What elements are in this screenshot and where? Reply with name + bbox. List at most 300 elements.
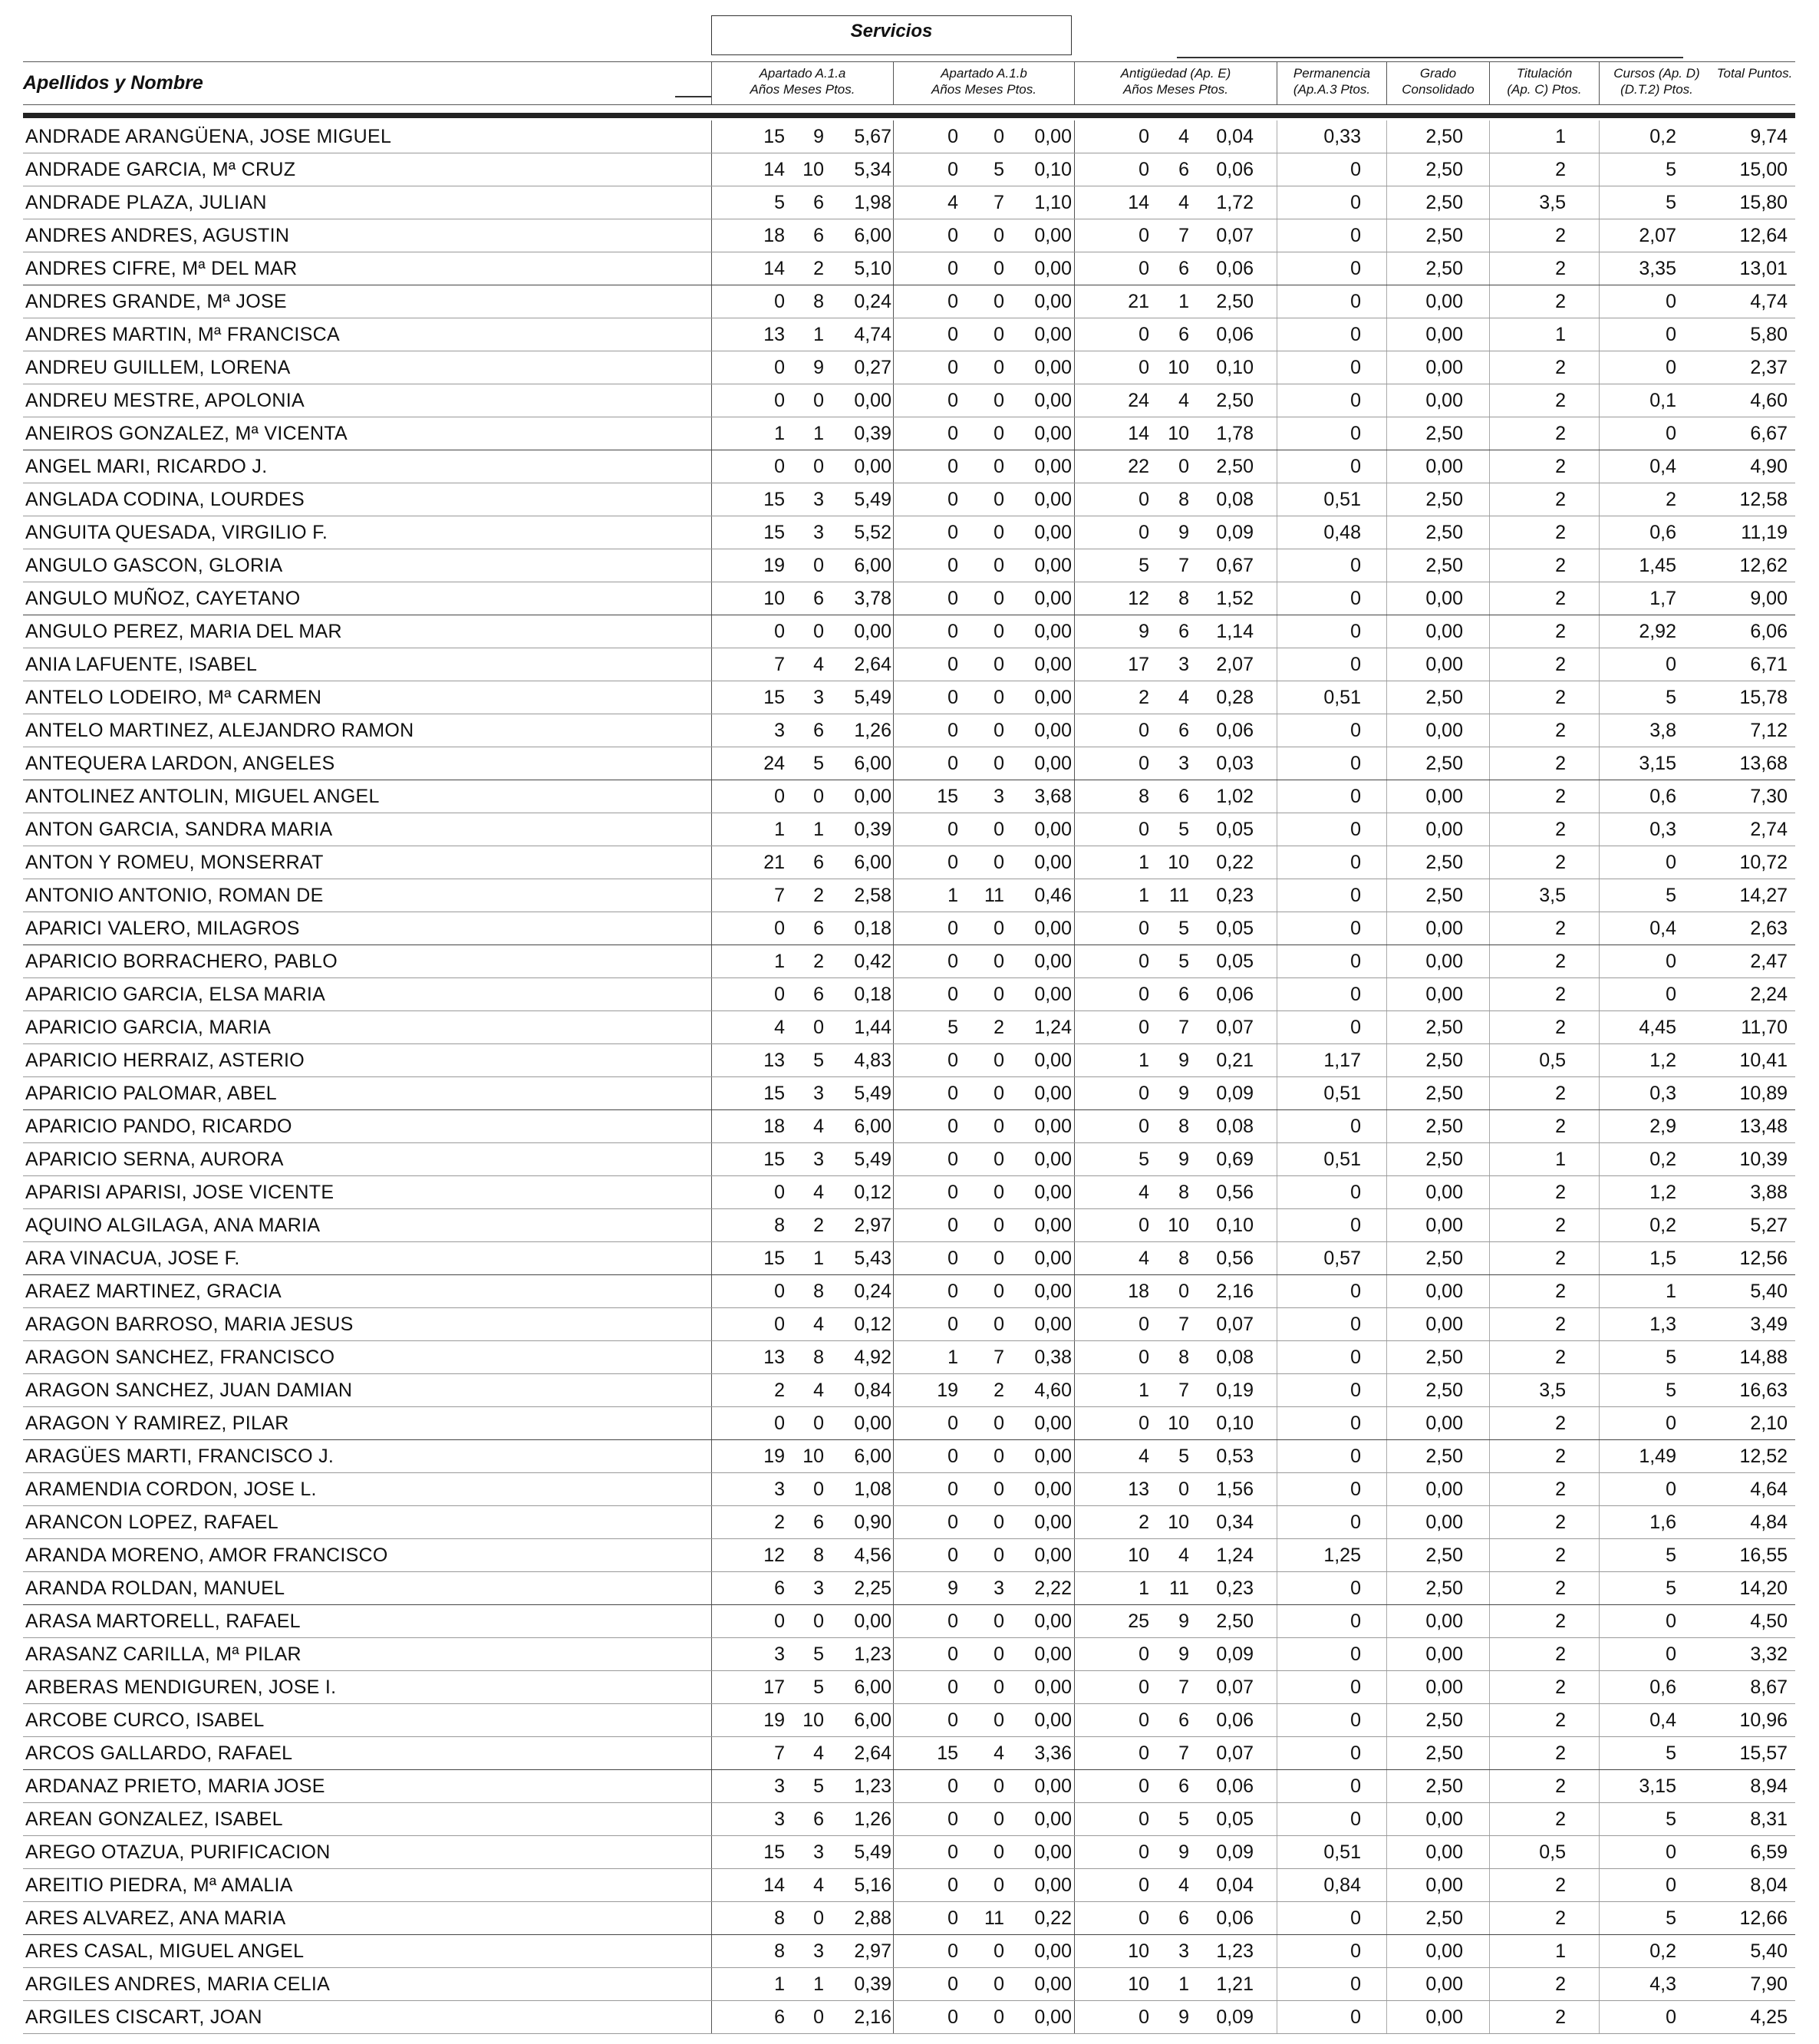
cell-value: 0 bbox=[1139, 357, 1149, 378]
column-divider bbox=[893, 450, 894, 483]
column-divider bbox=[1074, 879, 1075, 912]
table-row bbox=[23, 1407, 1795, 1440]
cell-value: 1 bbox=[1555, 1149, 1566, 1170]
cell-value: 0 bbox=[1666, 1479, 1676, 1500]
column-divider bbox=[1599, 1737, 1600, 1769]
cell-value: 4,50 bbox=[1750, 1610, 1788, 1632]
cell-value: 0 bbox=[813, 456, 824, 477]
table-row bbox=[23, 945, 1795, 978]
cell-value: 0,4 bbox=[1649, 1709, 1676, 1731]
column-divider bbox=[711, 1902, 712, 1934]
cell-value: 0,07 bbox=[1216, 1017, 1254, 1038]
cell-value: 6 bbox=[1178, 258, 1189, 279]
cell-value: 2 bbox=[813, 1215, 824, 1236]
column-divider bbox=[1489, 1539, 1490, 1571]
cell-value: 12,66 bbox=[1739, 1907, 1788, 1929]
cell-value: 6,00 bbox=[854, 555, 891, 576]
header-overline bbox=[1177, 57, 1683, 58]
cell-value: 6 bbox=[1178, 1907, 1189, 1929]
cell-value: 0 bbox=[994, 126, 1004, 147]
cell-value: 7 bbox=[1178, 1314, 1189, 1335]
cell-value: 5,40 bbox=[1750, 1940, 1788, 1962]
applicant-name: APARICIO PALOMAR, ABEL bbox=[25, 1083, 277, 1104]
cell-value: 0,67 bbox=[1216, 555, 1254, 576]
cell-value: 0 bbox=[947, 1215, 958, 1236]
cell-value: 0,00 bbox=[1034, 1775, 1072, 1797]
cell-value: 0,00 bbox=[1425, 1215, 1463, 1236]
column-divider bbox=[893, 714, 894, 747]
cell-value: 9 bbox=[1178, 1083, 1189, 1104]
cell-value: 0,00 bbox=[1034, 1841, 1072, 1863]
cell-value: 0,10 bbox=[1216, 1215, 1254, 1236]
cell-value: 0 bbox=[994, 1149, 1004, 1170]
cell-value: 4,92 bbox=[854, 1347, 891, 1368]
cell-value: 0,39 bbox=[854, 1973, 891, 1995]
cell-value: 10 bbox=[1128, 1545, 1149, 1566]
cell-value: 9 bbox=[947, 1578, 958, 1599]
cell-value: 3 bbox=[994, 1578, 1004, 1599]
cell-value: 0,00 bbox=[1425, 984, 1463, 1005]
cell-value: 2 bbox=[1555, 753, 1566, 774]
column-divider bbox=[711, 549, 712, 582]
cell-value: 0 bbox=[1350, 1347, 1361, 1368]
column-divider bbox=[893, 1836, 894, 1868]
cell-value: 5 bbox=[1666, 159, 1676, 180]
cell-value: 5,80 bbox=[1750, 324, 1788, 345]
cell-value: 10,89 bbox=[1739, 1083, 1788, 1104]
column-divider bbox=[1489, 1935, 1490, 1967]
cell-value: 0,00 bbox=[1034, 291, 1072, 312]
cell-value: 3 bbox=[813, 1149, 824, 1170]
table-row bbox=[23, 351, 1795, 384]
cell-value: 0 bbox=[994, 1314, 1004, 1335]
cell-value: 4 bbox=[1178, 687, 1189, 708]
cell-value: 0 bbox=[1350, 192, 1361, 213]
cell-value: 2,64 bbox=[854, 1742, 891, 1764]
column-divider bbox=[711, 780, 712, 813]
cell-value: 2 bbox=[1555, 1413, 1566, 1434]
cell-value: 0,00 bbox=[1034, 720, 1072, 741]
column-divider bbox=[711, 1572, 712, 1604]
cell-value: 0,00 bbox=[1034, 654, 1072, 675]
cell-value: 2 bbox=[1555, 390, 1566, 411]
column-divider bbox=[1074, 483, 1075, 516]
cell-value: 0 bbox=[813, 1907, 824, 1929]
cell-value: 0,00 bbox=[1425, 2006, 1463, 2028]
cell-value: 0 bbox=[994, 1281, 1004, 1302]
cell-value: 11,70 bbox=[1741, 1017, 1788, 1038]
cell-value: 0 bbox=[1139, 1215, 1149, 1236]
cell-value: 18 bbox=[763, 225, 785, 246]
cell-value: 2,37 bbox=[1750, 357, 1788, 378]
applicant-name: ARAGON SANCHEZ, JUAN DAMIAN bbox=[25, 1380, 353, 1401]
cell-value: 5 bbox=[1139, 1149, 1149, 1170]
column-divider bbox=[1386, 1968, 1387, 2000]
cell-value: 2 bbox=[1555, 819, 1566, 840]
cell-value: 1 bbox=[1555, 126, 1566, 147]
column-divider bbox=[1386, 1539, 1387, 1571]
table-row bbox=[23, 615, 1795, 648]
cell-value: 0 bbox=[947, 1413, 958, 1434]
cell-value: 5 bbox=[1139, 555, 1149, 576]
cell-value: 0 bbox=[1666, 324, 1676, 345]
cell-value: 0,09 bbox=[1216, 1083, 1254, 1104]
cell-value: 4,83 bbox=[854, 1050, 891, 1071]
cell-value: 1,78 bbox=[1216, 423, 1254, 444]
table-row bbox=[23, 219, 1795, 252]
cell-value: 0,00 bbox=[1425, 720, 1463, 741]
cell-value: 1,24 bbox=[1216, 1545, 1254, 1566]
cell-value: 17 bbox=[763, 1676, 785, 1698]
cell-value: 0,08 bbox=[1216, 1116, 1254, 1137]
cell-value: 1,49 bbox=[1639, 1446, 1676, 1467]
cell-value: 8 bbox=[1178, 489, 1189, 510]
column-divider bbox=[711, 1704, 712, 1736]
cell-value: 2,9 bbox=[1649, 1116, 1676, 1137]
cell-value: 19 bbox=[763, 555, 785, 576]
cell-value: 5,49 bbox=[854, 1149, 891, 1170]
cell-value: 0 bbox=[994, 489, 1004, 510]
applicant-name: ARES CASAL, MIGUEL ANGEL bbox=[25, 1940, 305, 1962]
cell-value: 3 bbox=[1178, 753, 1189, 774]
column-divider bbox=[1386, 1440, 1387, 1472]
column-divider bbox=[893, 186, 894, 219]
cell-value: 0 bbox=[994, 1182, 1004, 1203]
applicant-name: ANDRADE GARCIA, Mª CRUZ bbox=[25, 159, 296, 180]
cell-value: 0,12 bbox=[854, 1182, 891, 1203]
column-divider bbox=[893, 1143, 894, 1175]
cell-value: 2,50 bbox=[1425, 753, 1463, 774]
header-separator bbox=[23, 113, 1795, 118]
column-divider bbox=[893, 1902, 894, 1934]
column-divider bbox=[1489, 1176, 1490, 1208]
column-divider bbox=[893, 1605, 894, 1637]
cell-value: 2,50 bbox=[1425, 1248, 1463, 1269]
cell-value: 2 bbox=[1555, 1545, 1566, 1566]
cell-value: 2,50 bbox=[1425, 489, 1463, 510]
column-divider bbox=[711, 978, 712, 1010]
cell-value: 15,57 bbox=[1739, 1742, 1788, 1764]
cell-value: 1,08 bbox=[854, 1479, 891, 1500]
column-divider bbox=[1074, 1572, 1075, 1604]
cell-value: 2,50 bbox=[1425, 1380, 1463, 1401]
servicios-group-header: Servicios bbox=[711, 15, 1072, 55]
table-row bbox=[23, 1803, 1795, 1836]
column-divider bbox=[1489, 285, 1490, 318]
column-divider bbox=[1489, 1968, 1490, 2000]
cell-value: 0,00 bbox=[1425, 819, 1463, 840]
cell-value: 0 bbox=[994, 1775, 1004, 1797]
column-divider bbox=[1386, 2001, 1387, 2033]
applicant-name: APARICIO PANDO, RICARDO bbox=[25, 1116, 292, 1137]
cell-value: 0,00 bbox=[1034, 1083, 1072, 1104]
cell-value: 3 bbox=[813, 489, 824, 510]
column-divider bbox=[1074, 648, 1075, 681]
cell-value: 2 bbox=[1555, 720, 1566, 741]
cell-value: 2,50 bbox=[1425, 1709, 1463, 1731]
cell-value: 0 bbox=[994, 1446, 1004, 1467]
cell-value: 0 bbox=[1350, 852, 1361, 873]
cell-value: 0 bbox=[947, 1545, 958, 1566]
table-row bbox=[23, 1704, 1795, 1737]
column-divider bbox=[711, 219, 712, 252]
cell-value: 0,00 bbox=[1425, 1182, 1463, 1203]
cell-value: 0 bbox=[774, 786, 785, 807]
column-divider bbox=[1489, 615, 1490, 648]
cell-value: 10 bbox=[763, 588, 785, 609]
table-row bbox=[23, 285, 1795, 318]
cell-value: 0,00 bbox=[854, 621, 891, 642]
cell-value: 0 bbox=[774, 621, 785, 642]
column-divider bbox=[893, 516, 894, 549]
cell-value: 0,00 bbox=[1034, 588, 1072, 609]
column-divider bbox=[711, 582, 712, 615]
column-divider bbox=[711, 450, 712, 483]
cell-value: 2 bbox=[1555, 489, 1566, 510]
table-row bbox=[23, 1341, 1795, 1374]
cell-value: 0 bbox=[947, 522, 958, 543]
cell-value: 0,00 bbox=[1425, 1643, 1463, 1665]
column-divider bbox=[1489, 582, 1490, 615]
cell-value: 1,23 bbox=[1216, 1940, 1254, 1962]
cell-value: 2 bbox=[813, 951, 824, 972]
cell-value: 2,10 bbox=[1750, 1413, 1788, 1434]
column-divider bbox=[1386, 1209, 1387, 1241]
cell-value: 0 bbox=[947, 1314, 958, 1335]
table-row bbox=[23, 1242, 1795, 1275]
cell-value: 6 bbox=[1178, 621, 1189, 642]
column-divider bbox=[1386, 1044, 1387, 1076]
cell-value: 0,07 bbox=[1216, 1742, 1254, 1764]
cell-value: 0 bbox=[1139, 753, 1149, 774]
cell-value: 2 bbox=[1555, 357, 1566, 378]
cell-value: 0,00 bbox=[1034, 1248, 1072, 1269]
cell-value: 0,08 bbox=[1216, 489, 1254, 510]
column-divider bbox=[711, 1044, 712, 1076]
cell-value: 6 bbox=[774, 2006, 785, 2028]
column-divider bbox=[1386, 615, 1387, 648]
column-divider bbox=[1489, 1275, 1490, 1307]
cell-value: 3,88 bbox=[1750, 1182, 1788, 1203]
cell-value: 0 bbox=[1350, 2006, 1361, 2028]
cell-value: 0 bbox=[1350, 324, 1361, 345]
cell-value: 0 bbox=[1350, 720, 1361, 741]
cell-value: 5 bbox=[1178, 918, 1189, 939]
cell-value: 2 bbox=[1555, 258, 1566, 279]
column-divider bbox=[1599, 318, 1600, 351]
cell-value: 0 bbox=[1350, 1709, 1361, 1731]
column-divider bbox=[893, 417, 894, 450]
column-divider bbox=[1386, 1308, 1387, 1340]
column-divider bbox=[1386, 1638, 1387, 1670]
column-header-line: Total Puntos. bbox=[1716, 66, 1793, 81]
cell-value: 4,60 bbox=[1034, 1380, 1072, 1401]
table-row bbox=[23, 846, 1795, 879]
cell-value: 8 bbox=[1139, 786, 1149, 807]
cell-value: 0 bbox=[947, 588, 958, 609]
cell-value: 0 bbox=[1350, 1742, 1361, 1764]
cell-value: 2 bbox=[1555, 423, 1566, 444]
cell-value: 8 bbox=[1178, 1248, 1189, 1269]
cell-value: 12,62 bbox=[1739, 555, 1788, 576]
cell-value: 7 bbox=[994, 192, 1004, 213]
cell-value: 0,00 bbox=[1425, 1610, 1463, 1632]
cell-value: 0,00 bbox=[854, 1610, 891, 1632]
column-divider bbox=[1489, 780, 1490, 813]
table-row bbox=[23, 252, 1795, 285]
cell-value: 2 bbox=[1555, 852, 1566, 873]
cell-value: 0 bbox=[994, 753, 1004, 774]
cell-value: 3,49 bbox=[1750, 1314, 1788, 1335]
column-divider bbox=[1074, 219, 1075, 252]
cell-value: 0,00 bbox=[1425, 357, 1463, 378]
cell-value: 0 bbox=[1139, 1808, 1149, 1830]
column-divider bbox=[1599, 2001, 1600, 2033]
applicant-name: ANTELO LODEIRO, Mª CARMEN bbox=[25, 687, 322, 708]
cell-value: 0,00 bbox=[1425, 291, 1463, 312]
cell-value: 0 bbox=[947, 1281, 958, 1302]
cell-value: 0 bbox=[1139, 324, 1149, 345]
column-divider bbox=[711, 1869, 712, 1901]
cell-value: 0 bbox=[994, 1116, 1004, 1137]
column-header bbox=[1074, 62, 1277, 104]
cell-value: 0,21 bbox=[1216, 1050, 1254, 1071]
cell-value: 0 bbox=[1350, 423, 1361, 444]
column-divider bbox=[1386, 1077, 1387, 1109]
cell-value: 0 bbox=[1139, 720, 1149, 741]
column-divider bbox=[711, 516, 712, 549]
column-divider bbox=[893, 483, 894, 516]
column-divider bbox=[1386, 1869, 1387, 1901]
cell-value: 1,26 bbox=[854, 720, 891, 741]
column-divider bbox=[893, 1506, 894, 1538]
column-divider bbox=[711, 1836, 712, 1868]
cell-value: 13,48 bbox=[1739, 1116, 1788, 1137]
applicant-name: ARANDA MORENO, AMOR FRANCISCO bbox=[25, 1545, 388, 1566]
applicant-name: ANDRES MARTIN, Mª FRANCISCA bbox=[25, 324, 340, 345]
cell-value: 0 bbox=[947, 621, 958, 642]
column-divider bbox=[1489, 1803, 1490, 1835]
table-row bbox=[23, 1770, 1795, 1803]
table-row bbox=[23, 450, 1795, 483]
cell-value: 0 bbox=[947, 654, 958, 675]
cell-value: 0,00 bbox=[1034, 258, 1072, 279]
cell-value: 0 bbox=[1139, 1413, 1149, 1434]
column-divider bbox=[1489, 1638, 1490, 1670]
cell-value: 0,00 bbox=[1034, 1874, 1072, 1896]
column-divider bbox=[1599, 1638, 1600, 1670]
table-row bbox=[23, 384, 1795, 417]
column-divider bbox=[1074, 1506, 1075, 1538]
applicant-name: ANGULO PEREZ, MARIA DEL MAR bbox=[25, 621, 342, 642]
cell-value: 8 bbox=[774, 1940, 785, 1962]
cell-value: 0,3 bbox=[1649, 819, 1676, 840]
cell-value: 2,25 bbox=[854, 1578, 891, 1599]
cell-value: 2,50 bbox=[1425, 885, 1463, 906]
column-divider bbox=[1599, 120, 1600, 153]
cell-value: 0,00 bbox=[1034, 1281, 1072, 1302]
cell-value: 0,00 bbox=[1034, 1545, 1072, 1566]
cell-value: 0,42 bbox=[854, 951, 891, 972]
column-divider bbox=[711, 1176, 712, 1208]
cell-value: 0 bbox=[1350, 621, 1361, 642]
cell-value: 2,50 bbox=[1425, 423, 1463, 444]
cell-value: 5 bbox=[813, 1676, 824, 1698]
column-divider bbox=[1599, 1242, 1600, 1274]
cell-value: 0 bbox=[1350, 390, 1361, 411]
table-header bbox=[23, 61, 1795, 105]
column-divider bbox=[893, 747, 894, 780]
column-divider bbox=[893, 945, 894, 977]
column-divider bbox=[1489, 2001, 1490, 2033]
column-divider bbox=[1074, 912, 1075, 945]
cell-value: 12,64 bbox=[1739, 225, 1788, 246]
applicant-name: ARA VINACUA, JOSE F. bbox=[25, 1248, 240, 1269]
cell-value: 0,23 bbox=[1216, 885, 1254, 906]
cell-value: 0 bbox=[1139, 1017, 1149, 1038]
column-divider bbox=[1386, 549, 1387, 582]
cell-value: 2 bbox=[1555, 1973, 1566, 1995]
cell-value: 0,00 bbox=[1034, 621, 1072, 642]
column-divider bbox=[1599, 1440, 1600, 1472]
table-row bbox=[23, 1671, 1795, 1704]
cell-value: 14 bbox=[763, 1874, 785, 1896]
column-divider bbox=[1386, 945, 1387, 977]
column-header bbox=[711, 62, 893, 104]
cell-value: 1 bbox=[1178, 1973, 1189, 1995]
column-divider bbox=[1489, 384, 1490, 417]
cell-value: 10,39 bbox=[1739, 1149, 1788, 1170]
column-divider bbox=[1599, 1374, 1600, 1406]
cell-value: 0,09 bbox=[1216, 1643, 1254, 1665]
cell-value: 2 bbox=[994, 1017, 1004, 1038]
cell-value: 0,00 bbox=[1034, 984, 1072, 1005]
cell-value: 0 bbox=[1350, 1808, 1361, 1830]
cell-value: 0,00 bbox=[1034, 1446, 1072, 1467]
cell-value: 0 bbox=[947, 423, 958, 444]
cell-value: 0 bbox=[994, 1545, 1004, 1566]
cell-value: 0 bbox=[1350, 951, 1361, 972]
column-header bbox=[893, 62, 1074, 104]
column-divider bbox=[1599, 1077, 1600, 1109]
cell-value: 2,50 bbox=[1425, 225, 1463, 246]
column-header bbox=[1386, 62, 1489, 104]
cell-value: 2 bbox=[1555, 1610, 1566, 1632]
cell-value: 1,72 bbox=[1216, 192, 1254, 213]
cell-value: 3 bbox=[813, 1578, 824, 1599]
column-divider bbox=[1599, 1539, 1600, 1571]
cell-value: 0 bbox=[1350, 1676, 1361, 1698]
cell-value: 4 bbox=[947, 192, 958, 213]
cell-value: 4 bbox=[1178, 1545, 1189, 1566]
cell-value: 15 bbox=[763, 687, 785, 708]
table-row bbox=[23, 318, 1795, 351]
column-divider bbox=[1074, 1935, 1075, 1967]
cell-value: 0 bbox=[947, 2006, 958, 2028]
cell-value: 0 bbox=[1139, 1083, 1149, 1104]
cell-value: 6 bbox=[813, 225, 824, 246]
cell-value: 0 bbox=[994, 2006, 1004, 2028]
cell-value: 0 bbox=[1178, 1281, 1189, 1302]
cell-value: 0 bbox=[947, 1610, 958, 1632]
cell-value: 0 bbox=[994, 819, 1004, 840]
cell-value: 4 bbox=[774, 1017, 785, 1038]
column-divider bbox=[893, 2001, 894, 2033]
cell-value: 0,04 bbox=[1216, 1874, 1254, 1896]
column-header bbox=[1277, 62, 1386, 104]
cell-value: 4 bbox=[813, 1874, 824, 1896]
cell-value: 9,00 bbox=[1750, 588, 1788, 609]
